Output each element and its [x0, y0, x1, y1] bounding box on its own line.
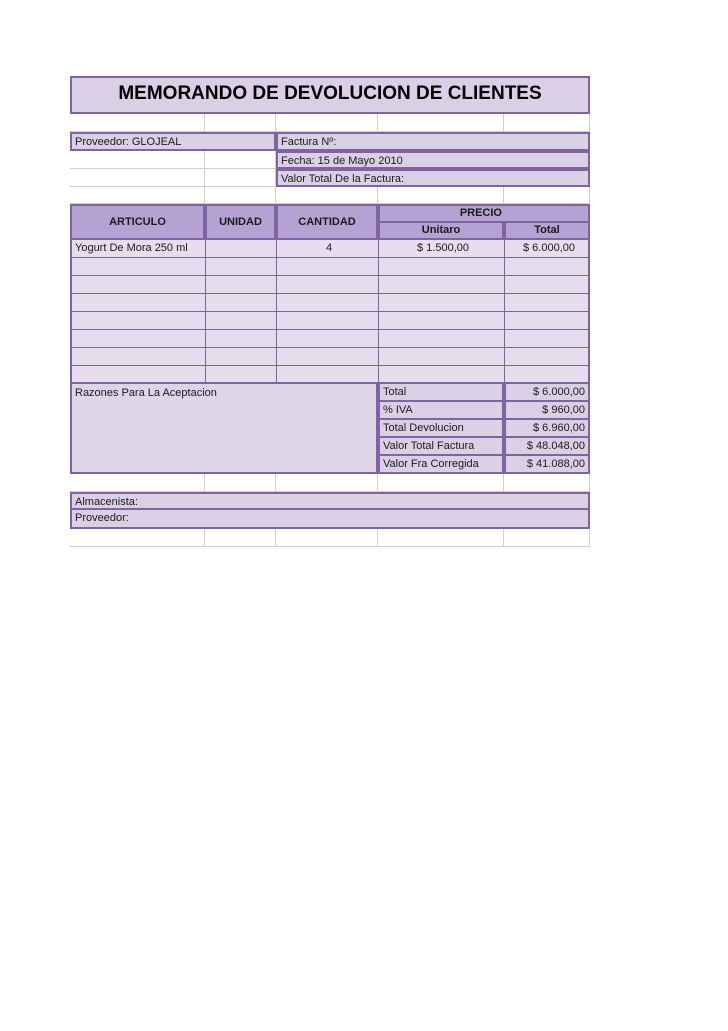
- column-divider: [504, 240, 505, 384]
- almacenista-field: Almacenista:: [70, 492, 590, 510]
- spacer-cell: [378, 474, 504, 492]
- spacer-cell: [70, 187, 205, 204]
- spacer-cell: [276, 187, 378, 204]
- summary-value: $ 960,00: [504, 402, 590, 420]
- razones-box: [70, 384, 378, 474]
- spacer-cell: [205, 114, 276, 132]
- spacer-cell: [504, 187, 590, 204]
- spacer-cell: [205, 187, 276, 204]
- summary-label: Total: [378, 384, 504, 402]
- table-row: [70, 366, 590, 384]
- column-divider: [205, 240, 206, 384]
- summary-value: $ 48.048,00: [504, 438, 590, 456]
- column-divider: [378, 240, 379, 384]
- summary-value: $ 6.000,00: [504, 384, 590, 402]
- summary-label: Valor Total Factura: [378, 438, 504, 456]
- summary-label: Total Devolucion: [378, 420, 504, 438]
- cell-articulo: Yogurt De Mora 250 ml: [75, 242, 188, 254]
- spacer-cell: [70, 114, 205, 132]
- table-row: [70, 312, 590, 330]
- empty-cell: [70, 151, 205, 169]
- empty-cell: [205, 151, 276, 169]
- cell-cantidad: 4: [325, 242, 333, 254]
- items-table-body: [70, 240, 590, 384]
- table-row: [70, 240, 590, 258]
- table-row: [70, 258, 590, 276]
- spacer-cell: [276, 474, 378, 492]
- spacer-cell: [276, 529, 378, 547]
- empty-cell: [205, 169, 276, 187]
- spacer-cell: [70, 474, 205, 492]
- cell-total: $ 6.000,00: [523, 242, 575, 254]
- table-row: [70, 330, 590, 348]
- summary-value: $ 41.088,00: [504, 456, 590, 474]
- spacer-cell: [504, 529, 590, 547]
- col-header-unitario: Unitaro: [378, 221, 504, 240]
- spacer-cell: [504, 114, 590, 132]
- proveedor-field: Proveedor: GLOJEAL: [70, 132, 276, 151]
- spacer-cell: [70, 529, 205, 547]
- spacer-cell: [378, 114, 504, 132]
- spacer-cell: [378, 187, 504, 204]
- spacer-cell: [205, 529, 276, 547]
- factura-field: Factura Nº:: [276, 132, 590, 151]
- spacer-cell: [504, 474, 590, 492]
- summary-label: Valor Fra Corregida: [378, 456, 504, 474]
- table-row: [70, 294, 590, 312]
- table-row: [70, 348, 590, 366]
- spacer-cell: [205, 474, 276, 492]
- cell-unitario: $ 1.500,00: [417, 242, 469, 254]
- col-header-total: Total: [504, 221, 590, 240]
- summary-label: % IVA: [378, 402, 504, 420]
- summary-value: $ 6.960,00: [504, 420, 590, 438]
- col-header-articulo: ARTICULO: [70, 204, 205, 240]
- column-divider: [276, 240, 277, 384]
- col-header-cantidad: CANTIDAD: [276, 204, 378, 240]
- razones-label: Razones Para La Aceptacion: [75, 387, 217, 399]
- proveedor-signature-field: Proveedor:: [70, 510, 590, 529]
- table-row: [70, 276, 590, 294]
- spacer-cell: [276, 114, 378, 132]
- spacer-cell: [378, 529, 504, 547]
- fecha-field: Fecha: 15 de Mayo 2010: [276, 151, 590, 169]
- col-header-unidad: UNIDAD: [205, 204, 276, 240]
- summary-table: [378, 384, 590, 474]
- col-header-precio: PRECIO: [378, 204, 590, 223]
- page-title: MEMORANDO DE DEVOLUCION DE CLIENTES: [70, 76, 590, 114]
- empty-cell: [70, 169, 205, 187]
- valor-total-field: Valor Total De la Factura:: [276, 169, 590, 187]
